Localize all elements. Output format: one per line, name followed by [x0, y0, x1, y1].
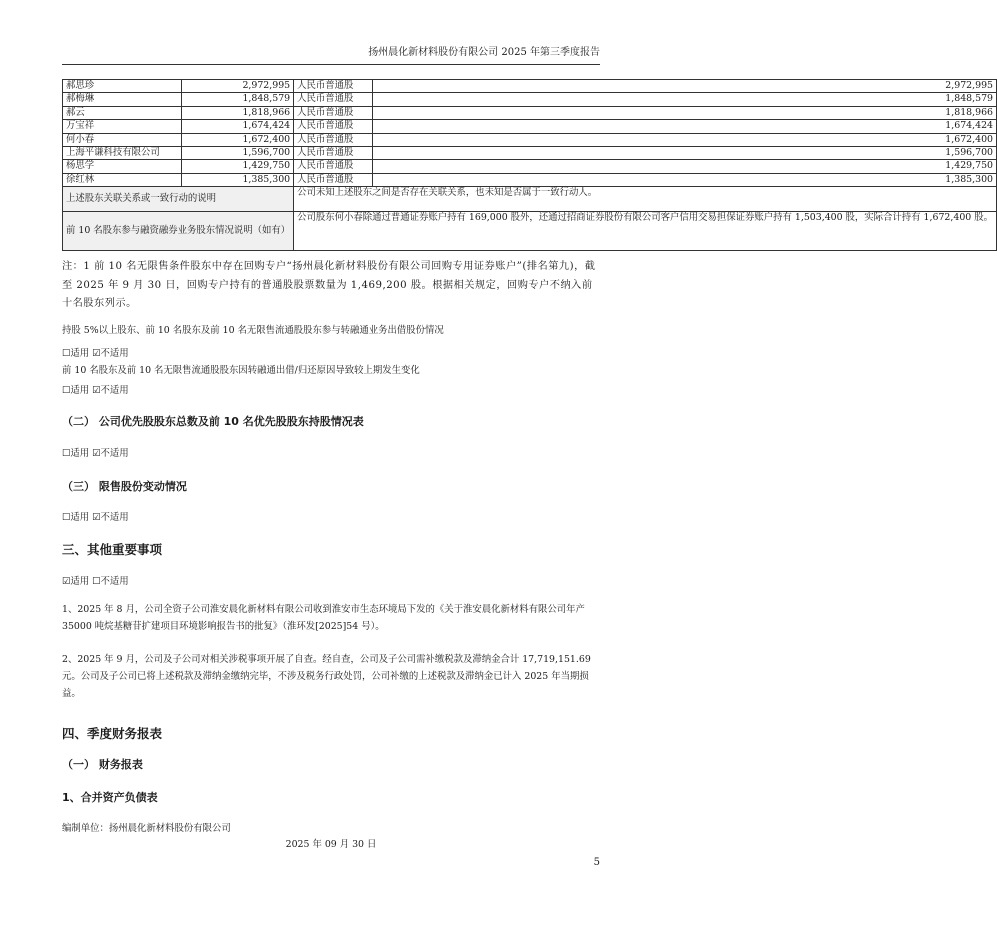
matter-item-1: 1、2025 年 8 月，公司全资子公司淮安晨化新材料有限公司收到淮安市生态环境局下发的《关于淮安晨化新材料有限公司年产 35000 吨烷基糖苷扩建项目环境影响报告书的批复》（淮环发[2025]54 号）。	[62, 604, 585, 632]
compiler-line: 编制单位：扬州晨化新材料股份有限公司	[62, 823, 231, 834]
related-label: 上述股东关联关系或一致行动的说明	[63, 187, 294, 212]
share-type: 人民币普通股	[294, 120, 373, 133]
share-type: 人民币普通股	[294, 93, 373, 106]
share-qty: 1,385,300	[373, 173, 997, 186]
change-checkbox: ☐适用 ☑不适用	[62, 385, 129, 396]
share-qty: 2,972,995	[373, 80, 997, 93]
margin-text: 公司股东何小春除通过普通证券账户持有 169,000 股外，还通过招商证券股份有限公司客户信用交易担保证券账户持有 1,503,400 股，实际合计持有 1,672,400 股。	[294, 212, 997, 251]
holder-name: 万宝祥	[63, 120, 182, 133]
matter-item-2: 2、2025 年 9 月，公司及子公司对相关涉税事项开展了自查。经自查，公司及子公司需补缴税款及滞纳金合计 17,719,151.69 元。公司及子公司已将上述税款及滞纳金缴纳完毕，不涉及税务行政处罚，公司补缴的上述税款及滞纳金已计入 2025 年当期损益。	[62, 654, 591, 699]
holder-shares: 2,972,995	[181, 80, 293, 93]
shareholders-table	[62, 79, 997, 251]
part-other-matters: 三、其他重要事项	[62, 542, 163, 557]
preferred-checkbox: ☐适用 ☑不适用	[62, 448, 129, 459]
holder-shares: 1,848,579	[181, 93, 293, 106]
table-row	[63, 80, 997, 93]
holder-shares: 1,596,700	[181, 147, 293, 160]
table-row	[63, 93, 997, 106]
change-title: 前 10 名股东及前 10 名无限售流通股股东因转融通出借/归还原因导致较上期发生变化	[62, 365, 420, 376]
share-type: 人民币普通股	[294, 80, 373, 93]
holder-name: 郝思珍	[63, 80, 182, 93]
margin-label: 前 10 名股东参与融资融券业务股东情况说明（如有）	[63, 212, 294, 251]
holder-name: 徐红林	[63, 173, 182, 186]
margin-row	[63, 212, 997, 251]
share-type: 人民币普通股	[294, 147, 373, 160]
lending-title: 持股 5%以上股东、前 10 名股东及前 10 名无限售流通股股东参与转融通业务出借股份情况	[62, 325, 444, 336]
section-preferred-shareholders: （二） 公司优先股股东总数及前 10 名优先股股东持股情况表	[62, 415, 364, 428]
holder-shares: 1,674,424	[181, 120, 293, 133]
holder-name: 上海平谦科技有限公司	[63, 147, 182, 160]
share-qty: 1,672,400	[373, 133, 997, 146]
share-qty: 1,429,750	[373, 160, 997, 173]
part-financial-statements: 四、季度财务报表	[62, 726, 163, 741]
table-row	[63, 133, 997, 146]
share-qty: 1,818,966	[373, 106, 997, 119]
share-qty: 1,848,579	[373, 93, 997, 106]
subsection-balance-sheet: 1、合并资产负债表	[62, 791, 158, 804]
share-type: 人民币普通股	[294, 106, 373, 119]
table-row	[63, 173, 997, 186]
page-number: 5	[593, 857, 600, 868]
related-row	[63, 187, 997, 212]
share-qty: 1,596,700	[373, 147, 997, 160]
holder-name: 何小春	[63, 133, 182, 146]
page-header: 扬州晨化新材料股份有限公司 2025 年第三季度报告	[62, 44, 600, 65]
holder-shares: 1,672,400	[181, 133, 293, 146]
share-qty: 1,674,424	[373, 120, 997, 133]
other-checkbox: ☑适用 ☐不适用	[62, 576, 129, 587]
holder-shares: 1,385,300	[181, 173, 293, 186]
table-row	[63, 120, 997, 133]
share-type: 人民币普通股	[294, 133, 373, 146]
table-row	[63, 147, 997, 160]
restricted-checkbox: ☐适用 ☑不适用	[62, 512, 129, 523]
section-restricted-shares: （三） 限售股份变动情况	[62, 480, 187, 493]
holder-shares: 1,818,966	[181, 106, 293, 119]
table-row	[63, 106, 997, 119]
holder-name: 郝云	[63, 106, 182, 119]
lending-checkbox: ☐适用 ☑不适用	[62, 348, 129, 359]
report-date: 2025 年 09 月 30 日	[285, 839, 377, 850]
holder-name: 郝梅琳	[63, 93, 182, 106]
share-type: 人民币普通股	[294, 173, 373, 186]
table-row	[63, 160, 997, 173]
holder-name: 杨思学	[63, 160, 182, 173]
subsection-financial-reports: （一） 财务报表	[62, 758, 143, 771]
repurchase-note: 注：1 前 10 名无限售条件股东中存在回购专户“扬州晨化新材料股份有限公司回购专用证券账户”(排名第九)，截至 2025 年 9 月 30 日，回购专户持有的普通股股票数量为 1,469,200 股。根据相关规定，回购专户不纳入前十名股东列示。	[62, 261, 596, 309]
holder-shares: 1,429,750	[181, 160, 293, 173]
related-text: 公司未知上述股东之间是否存在关联关系，也未知是否属于一致行动人。	[294, 187, 997, 212]
share-type: 人民币普通股	[294, 160, 373, 173]
